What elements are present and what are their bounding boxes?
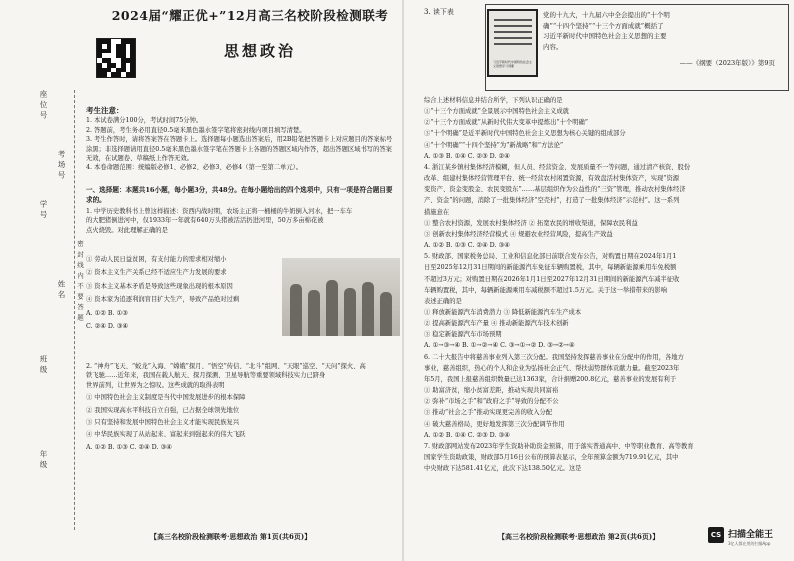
q3-intro: 3. 读下表 (424, 8, 454, 16)
answer-line: A. ①② B. ①③ (86, 309, 128, 317)
question-line: 产、资金”的问题，消除了一批集体经济“空壳村”，打造了一批集体经济“示范村”。这一系列 (424, 197, 680, 205)
question-line: ③ 推动“社会之手”推动实现更完善的收入分配 (424, 409, 553, 417)
book-title: 习近平新时代中国特色社会主义思想学习纲要 (493, 60, 533, 68)
question-line: 7. 财政部网站发布2023年学生资助补助资金预算，用于落实普通高中、中等职业教育、高等教育 (424, 442, 694, 450)
question-line: 1. 中学历史教科书上曾这样描述：资西内战时期，农场主正将一桶桶的牛奶倒入河水，把一车车 (86, 208, 353, 215)
option-line: ② 资本主义生产关系已经不适应生产力发展的要求 (86, 269, 227, 277)
notice-line: 涂黑；非选择题请用直径0.5毫米黑色墨水签字笔在答题卡上各题的答题区域内作答，超出答题区域书写的答案 (86, 145, 392, 153)
question-line: 的大肥猪倒进河中，仅1933年一年就有640万头猪被活活扔进河里，50万多亩棉花被 (86, 217, 324, 225)
quote-line: 内容。 (543, 42, 563, 51)
question-line: ④“十个明确”“十四个坚持”为“新战略”和“方法论” (424, 141, 564, 149)
notice-line: 无效，在试题卷、草稿纸上作答无效。 (86, 155, 194, 163)
question-line: 2. “神舟”飞天、“蛟龙”入海、“嫦娥”探月、“悟空”传信、“北斗”组网、“天眼”巡空、“天问”探火、高 (86, 363, 366, 370)
question-line: 表述正确的是 (424, 297, 462, 305)
material-quote (543, 10, 785, 69)
question-line: 点火烧毁。对此理解正确的是 (86, 226, 168, 234)
scanner-logo-icon: CS (708, 527, 724, 543)
question-line: A. ①② B. ①④ C. ②③ D. ③④ (424, 431, 510, 439)
label-grade: 年级 (39, 450, 48, 471)
question-line: 年5月，我国上报慈善组织数量已达1363家，合计捐赠200.8亿元，慈善事业的发展有利于 (424, 375, 677, 383)
answer-line: A. ①② B. ①③ C. ②④ D. ③④ (86, 443, 172, 451)
scanner-watermark (708, 524, 794, 554)
label-name: 姓名 (57, 280, 66, 301)
question-line: 事业，慈善组织，热心的个人和企业为弘扬社会正气、帮扶弱势群体贡献力量。截至2023年 (424, 364, 680, 372)
question-line: 4. 浙江某乡镇村集体经济模糊，但人员、经营资金、发展质量不一等问题，通过清产核资、股份 (424, 163, 691, 171)
label-student-id: 学号 (39, 200, 48, 221)
section-instruction: 一、选择题：本题共16小题，每小题3分，共48分。在每小题给出的四个选项中，只有一项是符合题目要求的。 (86, 186, 393, 204)
question-line: 世界前列，让世界为之惊叹。这些成就的取得表明 (86, 381, 225, 389)
quote-line: 确”“十四个坚持”“十三个方面成就”概括了 (543, 21, 664, 30)
option-line: ③ 资本主义基本矛盾是导致这些现象出现的根本原因 (86, 282, 233, 290)
question-line: 6. 二十大报告中将慈善事业列入第三次分配。我国坚持发挥慈善事业在分配中的作用，各地方 (424, 353, 684, 361)
quote-line: 习近平新时代中国特色社会主义思想的主要 (543, 32, 667, 40)
question-line: 日至2025年12月31日期间的新能源汽车免征车辆购置税，其中，每辆新能源乘用车免税额 (424, 264, 677, 272)
footer-right: 【高三名校阶段检测联考·思想政治 第2页(共6页)】 (498, 532, 660, 541)
footer-left: 【高三名校阶段检测联考·思想政治 第1页(共6页)】 (150, 532, 312, 541)
page-fold (402, 0, 404, 561)
question-line: 铁飞驰……近年来，我国在载人航天、探月探测、卫星导航等重要领域科技实力已跻身 (86, 372, 326, 380)
option-line: ④ 资本家为追逐利润盲目扩大生产，导致产品绝对过剩 (86, 296, 240, 304)
question-line: ③ 创新农村集体经济经营模式 ④ 规避农业经营风险，提高生产效益 (424, 230, 613, 238)
exam-notice (86, 106, 398, 180)
option-line: ① 中国特色社会主义制度是当代中国发展进步的根本保障 (86, 394, 246, 402)
seal-text: 密 封 线 内 不 要 答 题 (76, 240, 84, 322)
question-line: ③“十个明确”是近平新时代中国特色社会主义思想为核心关键的组成部分 (424, 130, 626, 138)
notice-heading: 考生注意： (86, 106, 124, 115)
answer-line: C. ②④ D. ③④ (86, 323, 129, 331)
question-line: 变资产、资金变股金、农民变股东”……基层组织作为公益性的“三资”管理，推动农村集体经济 (424, 186, 686, 194)
question-line: 措施意在 (424, 208, 450, 216)
question-line: 车辆购置税，其中，每辆新能源乘用车减税额不超过1.5万元。关于这一举措带来的影响 (424, 286, 667, 294)
qr-code-icon (96, 38, 136, 78)
option-line: ④ 中华民族实现了从站起来、富起来到强起来的伟大飞跃 (86, 431, 246, 439)
question-line: 综合上述材料信息并结合所学，下列认识正确的是 (424, 97, 563, 104)
question-line: 中央财政下达581.41亿元，此次下达138.50亿元。这是 (424, 465, 582, 473)
question-line: 不超过3万元；对购置日期在2026年1月1日至2027年12月31日期间的新能源汽车减半征收 (424, 275, 680, 283)
exam-title: 2024届“耀正优+”12月高三名校阶段检测联考 (111, 8, 389, 23)
notice-line: 4. 本卷命题范围：统编版必修1、必修2、必修3、必修4（第一至第二单元）。 (86, 164, 303, 172)
question-line: ④ 破大慈善格局，更好地发挥第三次分配调节作用 (424, 420, 565, 428)
notice-line: 1. 本试卷满分100分，考试时间75分钟。 (86, 117, 203, 125)
question-line: 改革、组建村集体经营管理平台、统一经营农村闲置资源，有效盘活村集体资产，实现“资源 (424, 175, 680, 183)
scanner-name: 扫描全能王 (728, 530, 774, 540)
scanner-tagline: 3亿人都在用的扫描App (728, 541, 771, 546)
question-line: A. ①③ B. ①④ C. ②③ D. ②④ (424, 152, 510, 160)
option-line: ① 劳动人民日益贫困，有支付能力的需求相对缩小 (86, 256, 227, 263)
question-line: ①“十三个方面成就”全景展示中国特色社会主义成就 (424, 108, 569, 116)
question-line: ② 提高新能源汽车产量 ④ 推动新能源汽车技术创新 (424, 320, 569, 328)
label-seat: 座位号 (39, 90, 48, 122)
question-line: ① 释放新能源汽车消费潜力 ③ 降低新能源汽车生产成本 (424, 308, 582, 316)
question-line: ③ 稳定新能源汽车市场预期 (424, 331, 502, 339)
quote-source: ——《纲要（2023年版）》第9页 (679, 59, 775, 67)
question-line: 国家学生资助政策，财政部5月16日公布的预算表显示，全年预算金额为719.91亿元，其中 (424, 454, 679, 461)
question-line: A. ①→③→④ B. ①→②→④ C. ③→①→② D. ③→②→④ (424, 342, 575, 350)
right-question-list (424, 95, 786, 474)
binding-strip (8, 90, 86, 530)
option-line: ③ 只有坚持和发展中国特色社会主义才能实现民族复兴 (86, 419, 240, 427)
question-line: ① 整合农村资源，发展农村集体经济 ② 拓宽农民的增收渠道，保障农民利益 (424, 219, 638, 227)
historical-photo (282, 258, 400, 336)
q1-options (86, 243, 280, 331)
quote-line: 党的十九大，十九届六中全会提出的“十个明 (543, 11, 670, 19)
label-class: 班级 (39, 355, 48, 376)
option-line: ② 我国实现高水平科技自立自强，已占据全球领先地位 (86, 406, 240, 414)
question-line: ① 助富济贫，缩小贫富差距，推动实现共同富裕 (424, 387, 559, 395)
seal-line (74, 90, 75, 530)
notice-line: 3. 考生作答时，请将答案答在答题卡上。选择题每小题选出答案后，用2B铅笔把答题卡上对应题目的答案标号 (86, 136, 393, 144)
question-line: A. ①② B. ①③ C. ②④ D. ③④ (424, 242, 510, 250)
question-line: ② 弥补“市场之手”和“政府之手”导致的分配不公 (424, 398, 559, 406)
left-question-list (86, 207, 398, 235)
label-room: 考场号 (57, 150, 66, 182)
question-line: 5. 财政部、国家税务总局、工业和信息化部日前联合发布公告，对购置日期在2024年1月1 (424, 253, 677, 261)
book-cover (487, 9, 538, 77)
q2-block (86, 362, 398, 452)
notice-line: 2. 答题前，考生务必用直径0.5毫米黑色墨水签字笔将密封线内项目填写清楚。 (86, 126, 306, 134)
question-line: ②“十三个方面成就”从新时代伟大变革中提炼出“十个明确” (424, 119, 589, 127)
subject-title: 思想政治 (223, 42, 296, 60)
